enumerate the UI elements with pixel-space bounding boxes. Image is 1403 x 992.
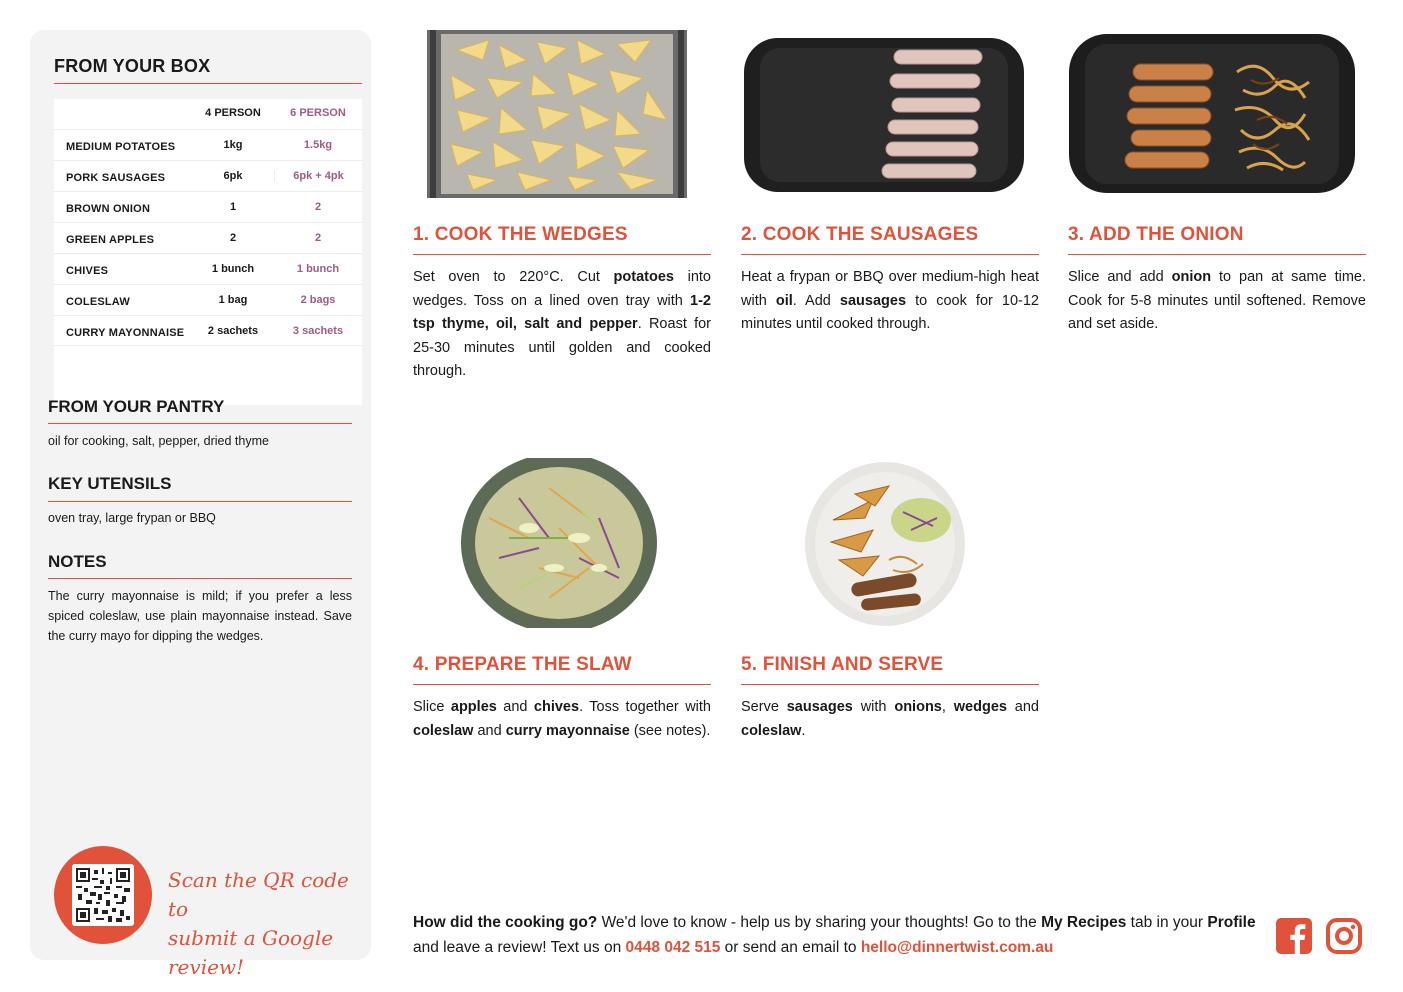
phone-link[interactable]: 0448 042 515 xyxy=(625,939,721,956)
text-run: Serve xyxy=(741,699,787,715)
ingredient-name: COLESLAW xyxy=(66,296,130,308)
table-row xyxy=(54,160,362,191)
notes-text: The curry mayonnaise is mild; if you prefer a less spiced coleslaw, use plain mayonnaise instead. Save the curry mayo for dipping the wedges. xyxy=(48,589,352,643)
text-run: Set oven to 220°C. Cut xyxy=(413,269,614,285)
ingredient-highlight: onion xyxy=(1171,269,1212,285)
qr-caption xyxy=(168,866,368,982)
ingredient-highlight: coleslaw xyxy=(741,722,802,739)
step-3-title: 3. ADD THE ONION xyxy=(1068,224,1244,245)
ingredient-highlight: sausages xyxy=(839,292,907,309)
step-4-text xyxy=(413,696,711,743)
ingredient-highlight: sausages xyxy=(786,699,853,715)
text-run: and xyxy=(473,722,506,739)
utensils-text: oven tray, large frypan or BBQ xyxy=(48,511,216,525)
qty-6: 3 sachets xyxy=(292,325,344,337)
ingredient-name: GREEN APPLES xyxy=(66,234,155,246)
ingredient-highlight: chives xyxy=(533,699,580,715)
text-run: to cook for 10-12 minutes until cooked through. xyxy=(741,292,1039,332)
table-row xyxy=(54,253,362,284)
ingredient-highlight: coleslaw xyxy=(413,722,474,739)
qty-6: 1.5kg xyxy=(303,139,333,151)
qty-4: 1 xyxy=(229,201,237,213)
pantry-title: FROM YOUR PANTRY xyxy=(48,397,225,416)
table-row xyxy=(54,129,362,160)
ingredient-highlight: oil xyxy=(775,292,793,309)
text-run: . xyxy=(801,722,806,739)
text-run: . Add xyxy=(792,292,840,309)
footer-question: How did the cooking go? xyxy=(413,914,598,931)
divider xyxy=(48,423,352,424)
text-run: and leave a review! Text us on xyxy=(413,939,626,956)
text-run: and xyxy=(496,699,534,715)
wedges-illustration xyxy=(427,30,687,198)
ingredient-highlight: wedges xyxy=(953,699,1007,715)
ingredient-highlight: curry mayonnaise xyxy=(505,722,630,739)
my-recipes-label: My Recipes xyxy=(1041,914,1127,931)
step-5-text xyxy=(741,696,1039,743)
qty-4: 2 xyxy=(229,232,237,244)
feedback-footer xyxy=(413,910,1263,960)
ingredients-sidebar xyxy=(30,30,371,979)
text-run: Heat a frypan or BBQ over medium-high heat with xyxy=(741,269,1039,309)
ingredient-name: CHIVES xyxy=(66,265,109,277)
divider xyxy=(741,684,1039,685)
text-run: We'd love to know - help us by sharing your thoughts! Go to the xyxy=(597,914,1042,931)
from-your-box-title: FROM YOUR BOX xyxy=(54,56,211,76)
qty-4: 1kg xyxy=(223,139,243,151)
qr-caption-line1: Scan the QR code to xyxy=(168,868,349,921)
step-4-title: 4. PREPARE THE SLAW xyxy=(413,654,632,675)
sausages-photo xyxy=(742,36,1026,194)
slaw-photo xyxy=(459,458,659,628)
divider xyxy=(413,684,711,685)
email-link[interactable]: hello@dinnertwist.com.au xyxy=(860,939,1054,956)
ingredient-highlight: apples xyxy=(450,699,497,715)
step-2-title: 2. COOK THE SAUSAGES xyxy=(741,224,979,245)
qty-6: 2 xyxy=(314,201,322,213)
divider xyxy=(48,578,352,579)
utensils-title: KEY UTENSILS xyxy=(48,474,172,493)
onion-illustration xyxy=(1067,32,1357,195)
ingredients-table xyxy=(54,99,362,405)
sausages-illustration xyxy=(742,36,1026,194)
qr-caption-line2: submit a Google review! xyxy=(168,926,334,979)
pantry-text: oil for cooking, salt, pepper, dried thyme xyxy=(48,434,269,448)
text-run: (see notes). xyxy=(629,722,711,739)
table-row xyxy=(54,191,362,222)
text-run: or send an email to xyxy=(720,939,861,956)
ingredient-name: BROWN ONION xyxy=(66,203,151,215)
divider xyxy=(1068,254,1366,255)
divider xyxy=(741,254,1039,255)
step-1-text xyxy=(413,266,711,384)
text-run: and xyxy=(1006,699,1039,715)
slaw-illustration xyxy=(459,458,659,628)
table-row xyxy=(54,222,362,253)
qty-4: 1 bunch xyxy=(211,263,255,275)
qty-6: 2 xyxy=(314,232,322,244)
qr-code-graphic xyxy=(76,868,130,922)
col-6-person: 6 PERSON xyxy=(290,107,346,119)
step-1-title: 1. COOK THE WEDGES xyxy=(413,224,628,245)
text-run: tab in your xyxy=(1126,914,1208,931)
text-run: . Toss together with xyxy=(579,699,711,715)
facebook-icon[interactable] xyxy=(1276,918,1312,954)
text-run: Slice xyxy=(413,699,451,715)
ingredient-highlight: onions xyxy=(894,699,942,715)
wedges-photo xyxy=(427,30,687,198)
divider xyxy=(413,254,711,255)
qty-6: 1 bunch xyxy=(296,263,340,275)
text-run: into wedges. Toss on a lined oven tray with xyxy=(413,269,711,309)
instagram-icon[interactable] xyxy=(1326,918,1362,954)
step-3-text xyxy=(1068,266,1366,337)
ingredient-highlight: 1-2 tsp thyme, oil, salt and pepper xyxy=(413,292,711,332)
qty-4: 6pk xyxy=(223,170,243,182)
ingredient-name: PORK SAUSAGES xyxy=(66,172,166,184)
divider xyxy=(54,83,362,84)
text-run: Slice and add xyxy=(1068,269,1172,285)
facebook-glyph xyxy=(1276,918,1312,954)
notes-title: NOTES xyxy=(48,552,107,571)
qty-6: 2 bags xyxy=(300,294,336,306)
instagram-glyph xyxy=(1326,918,1362,954)
col-4-person: 4 PERSON xyxy=(205,107,261,119)
text-run: . Roast for 25-30 minutes until golden and cooked through. xyxy=(413,316,711,379)
text-run: , xyxy=(941,699,954,715)
text-run: to pan at same time. Cook for 5-8 minutes until softened. Remove and set aside. xyxy=(1068,269,1366,332)
qr-badge[interactable] xyxy=(54,846,152,944)
text-run: with xyxy=(852,699,895,715)
ingredient-highlight: potatoes xyxy=(613,269,674,285)
step-2-text xyxy=(741,266,1039,337)
plated-meal-photo xyxy=(803,460,967,628)
step-5-title: 5. FINISH AND SERVE xyxy=(741,654,944,675)
profile-label: Profile xyxy=(1207,914,1256,931)
ingredient-name: MEDIUM POTATOES xyxy=(66,141,176,153)
divider xyxy=(48,501,352,502)
ingredient-name: CURRY MAYONNAISE xyxy=(66,327,185,339)
table-row xyxy=(54,284,362,315)
plated-meal-illustration xyxy=(803,460,967,628)
table-row xyxy=(54,315,362,346)
onion-photo xyxy=(1067,32,1357,195)
qty-6: 6pk + 4pk xyxy=(274,170,362,182)
qr-code-icon[interactable] xyxy=(72,864,134,926)
qty-4: 2 sachets xyxy=(207,325,259,337)
qty-4: 1 bag xyxy=(218,294,248,306)
